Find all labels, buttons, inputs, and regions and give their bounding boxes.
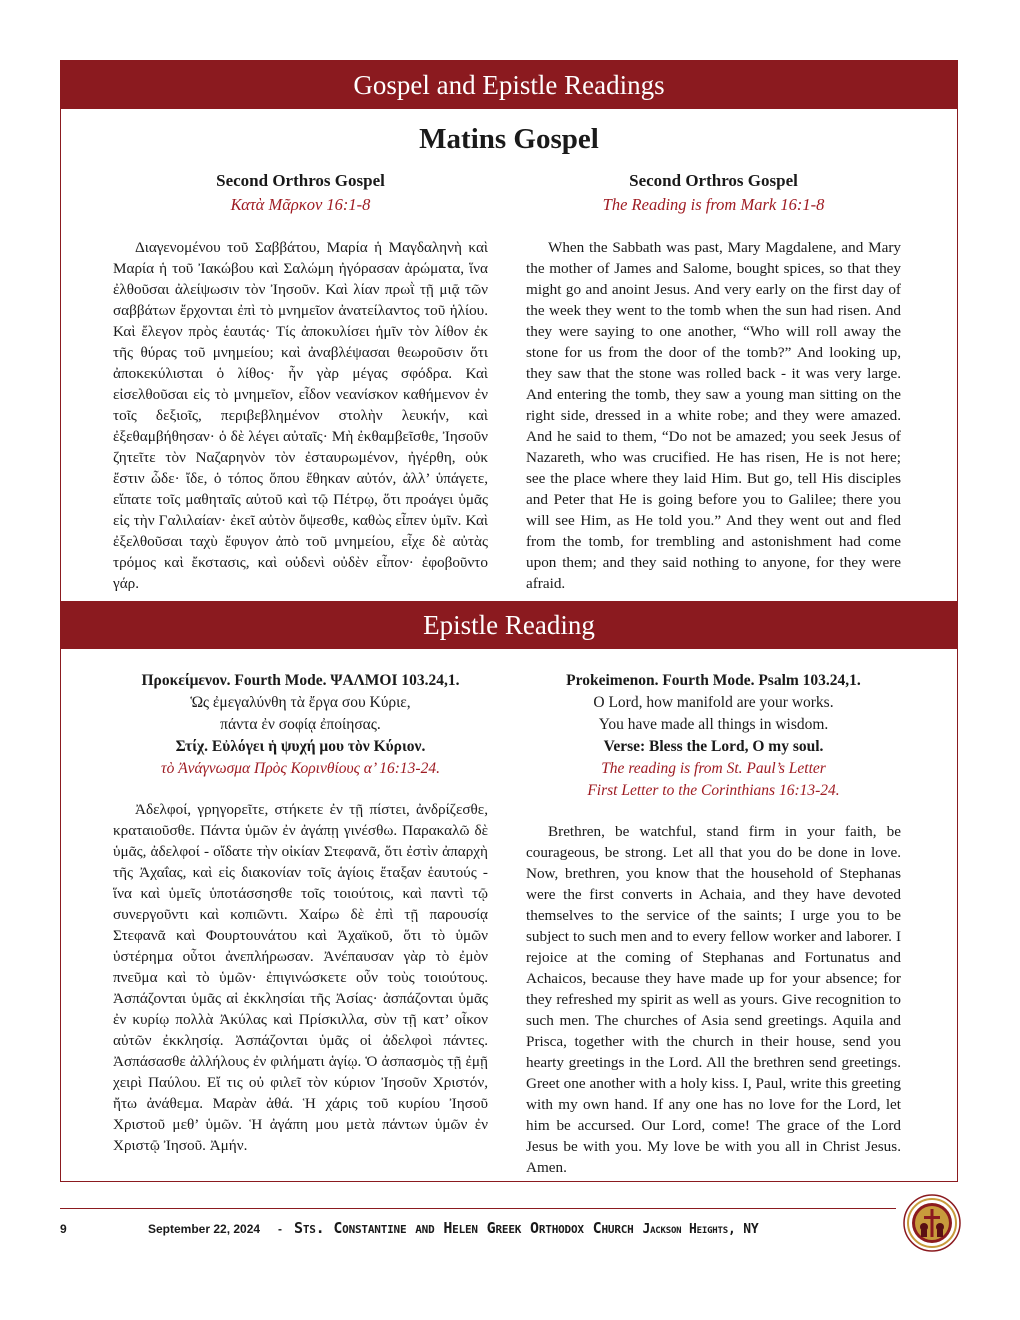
epistle-english-text: Brethren, be watchful, stand firm in your faith, be courageous, be strong. Let all that you do be done in love. Now, brethren, you know that the household of Stephanas were the first converts in Achaia, and they have devoted themselves to the service of the saints; I urge you to be subject to such men and to every fellow worker and laborer. I rejoice at the coming of Stephanas and Fortunatus and Achaicos, because they have made up for your absence; for they refreshed my spirit as well as yours. Give recognition to such men. The churches of Asia send greetings. Aquila and Prisca, together with the church in their house, send you hearty greetings in the Lord. All the brethren send greetings. Greet one another with a holy kiss. I, Paul, write this greeting with my own hand. If any one has no love for the Lord, let him be accursed. Our Lord, come! The grace of the Lord Jesus be with you. My love be with you all in Christ Jesus. Amen.: [526, 823, 901, 1176]
matins-english-column: [526, 169, 901, 594]
matins-title: Matins Gospel: [419, 123, 599, 155]
matins-greek-ref: Κατὰ Μᾶρκον 16:1-8: [230, 195, 371, 214]
matins-english-text: When the Sabbath was past, Mary Magdalene, and Mary the mother of James and Salome, bought spices, so that they might go and anoint Jesus. And very early on the first day of the week they went to the tomb when the sun had risen. And they were saying to one another, “Who will roll away the stone for us from the door of the tomb?” And looking up, they saw that the stone was rolled back - it was very large. And entering the tomb, they saw a young man sitting on the right side, dressed in a white robe; and they were amazed. And he said to them, “Do not be amazed; you seek Jesus of Nazareth, who was crucified. He has risen, He is not here; see the place where they laid Him. But go, tell His disciples and Peter that He is going before you to Galilee; there you will see Him, as He told you.” And they went out and fled from the tomb, for trembling and astonishment had come upon them; and they said nothing to anyone, for they were afraid.: [526, 239, 901, 592]
epistle-greek-prokeimenon: Προκείμενον. Fourth Mode. ΨΑΛΜΟΙ 103.24,1.: [141, 672, 460, 689]
matins-greek-heading: [113, 169, 488, 217]
epistle-english-verse-2: You have made all things in wisdom.: [598, 716, 829, 733]
page-number: 9: [60, 1222, 67, 1236]
epistle-banner: Epistle Reading: [61, 601, 957, 649]
epistle-greek-text: Ἀδελφοί, γρηγορεῖτε, στήκετε ἐν τῇ πίστει, ἀνδρίζεσθε, κραταιοῦσθε. Πάντα ὑμῶν ἐν ἀγάπῃ γινέσθω. Παρακαλῶ δὲ ὑμᾶς, ἀδελφοί - οἴδατε τὴν οἰκίαν Στεφανᾶ, ὅτι ἐστὶν ἀπαρχὴ τῆς Ἀχαΐας, καὶ εἰς διακονίαν τοῖς ἁγίοις ἔταξαν ἑαυτούς - ἵνα καὶ ὑμεῖς ὑποτάσσησθε τοῖς τοιούτοις, καὶ παντὶ τῷ συνεργοῦντι καὶ κοπιῶντι. Χαίρω δὲ ἐπὶ τῇ παρουσίᾳ Στεφανᾶ καὶ Φουρτουνάτου καὶ Ἀχαϊκοῦ, ὅτι τὸ ὑμῶν ὑστέρημα οὗτοι ἀνεπλήρωσαν. Ἀνέπαυσαν γὰρ τὸ ἐμὸν πνεῦμα καὶ τὸ ὑμῶν· ἐπιγινώσκετε οὖν τοὺς τοιούτους. Ἀσπάζονται ὑμᾶς αἱ ἐκκλησίαι τῆς Ἀσίας· ἀσπάζονται ὑμᾶς ἐν κυρίῳ πολλὰ Ἀκύλας καὶ Πρίσκιλλα, σὺν τῇ κατ’ οἶκον αὐτῶν ἐκκλησίᾳ. Ἀσπάζονται ὑμᾶς οἱ ἀδελφοὶ πάντες. Ἀσπάσασθε ἀλλήλους ἐν φιλήματι ἁγίῳ. Ὁ ἀσπασμὸς τῇ ἐμῇ χειρὶ Παύλου. Εἴ τις οὐ φιλεῖ τὸν κύριον Ἰησοῦν Χριστόν, ἤτω ἀνάθεμα. Μαρὰν ἀθά. Ἡ χάρις τοῦ κυρίου Ἰησοῦ Χριστοῦ μεθ’ ὑμῶν. Ἡ ἀγάπη μου μετὰ πάντων ὑμῶν ἐν Χριστῷ Ἰησοῦ. Ἀμήν.: [113, 801, 488, 1154]
matins-greek-title: Second Orthros Gospel: [216, 171, 385, 190]
matins-english-ref: The Reading is from Mark 16:1-8: [602, 195, 825, 214]
matins-english-heading: [526, 169, 901, 217]
epistle-greek-ref: τὸ Ἀνάγνωσμα Πρὸς Κορινθίους α’ 16:13-24.: [161, 760, 440, 777]
epistle-english-ref-2: First Letter to the Corinthians 16:13-24.: [587, 782, 840, 799]
epistle-greek-heading: [113, 670, 488, 780]
epistle-greek-column: [113, 670, 488, 1156]
epistle-english-stich: Verse: Bless the Lord, O my soul.: [603, 738, 824, 755]
epistle-greek-stich: Στίχ. Εὐλόγει ἡ ψυχή μου τὸν Κύριον.: [175, 738, 426, 755]
footer-separator: -: [278, 1222, 282, 1236]
gospel-banner: Gospel and Epistle Readings: [61, 61, 957, 109]
footer-location: Jackson Heights, NY: [642, 1222, 759, 1237]
matins-greek-text: Διαγενομένου τοῦ Σαββάτου, Μαρία ἡ Μαγδαληνὴ καὶ Μαρία ἡ τοῦ Ἰακώβου καὶ Σαλώμη ἠγόρασαν ἀρώματα, ἵνα ἐλθοῦσαι ἀλείψωσιν τὸν Ἰησοῦν. Καὶ λίαν πρωῒ τῇ μιᾷ τῶν σαββάτων ἔρχονται ἐπὶ τὸ μνημεῖον ἀνατείλαντος τοῦ ἡλίου. Καὶ ἔλεγον πρὸς ἑαυτάς· Τίς ἀποκυλίσει ἡμῖν τὸν λίθον ἐκ τῆς θύρας τοῦ μνημείου; καὶ ἀναβλέψασαι θεωροῦσιν ὅτι ἀποκεκύλισται ὁ λίθος· ἦν γὰρ μέγας σφόδρα. Καὶ εἰσελθοῦσαι εἰς τὸ μνημεῖον, εἶδον νεανίσκον καθήμενον ἐν τοῖς δεξιοῖς, περιβεβλημένον στολὴν λευκήν, καὶ ἐξεθαμβήθησαν· ὁ δὲ λέγει αὐταῖς· Μὴ ἐκθαμβεῖσθε, Ἰησοῦν ζητεῖτε τὸν Ναζαρηνὸν τὸν ἐσταυρωμένον, ἠγέρθη, οὐκ ἔστιν ὧδε· ἴδε, ὁ τόπος ὅπου ἔθηκαν αὐτόν, ἀλλ’ ὑπάγετε, εἴπατε τοῖς μαθηταῖς αὐτοῦ καὶ τῷ Πέτρῳ, ὅτι προάγει ὑμᾶς εἰς τὴν Γαλιλαίαν· ἐκεῖ αὐτὸν ὄψεσθε, καθὼς εἶπεν ὑμῖν. Καὶ ἐξελθοῦσαι ταχὺ ἔφυγον ἀπὸ τοῦ μνημείου, εἶχε δὲ αὐτὰς τρόμος καὶ ἔκστασις, καὶ οὐδενὶ οὐδὲν εἶπον· ἐφοβοῦντο γάρ.: [113, 239, 488, 592]
epistle-english-column: [526, 670, 901, 1178]
epistle-english-ref-1: The reading is from St. Paul’s Letter: [601, 760, 826, 777]
epistle-english-verse-1: O Lord, how manifold are your works.: [593, 694, 834, 711]
epistle-english-heading: [526, 670, 901, 802]
epistle-english-prokeimenon: Prokeimenon. Fourth Mode. Psalm 103.24,1.: [566, 672, 861, 689]
footer-date: September 22, 2024: [148, 1222, 261, 1236]
page-footer: [60, 1219, 896, 1242]
epistle-greek-verse-1: Ὡς ἐμεγαλύνθη τὰ ἔργα σου Κύριε,: [190, 694, 411, 711]
readings-frame: [60, 60, 958, 1182]
footer-church: [294, 1219, 758, 1237]
church-seal-icon: [903, 1194, 961, 1252]
matins-greek-column: [113, 169, 488, 594]
matins-english-title: Second Orthros Gospel: [629, 171, 798, 190]
footer-church-name: Sts. Constantine and Helen Greek Orthodox Church: [294, 1219, 634, 1237]
epistle-greek-verse-2: πάντα ἐν σοφίᾳ ἐποίησας.: [220, 716, 381, 733]
footer-divider: [60, 1208, 896, 1209]
